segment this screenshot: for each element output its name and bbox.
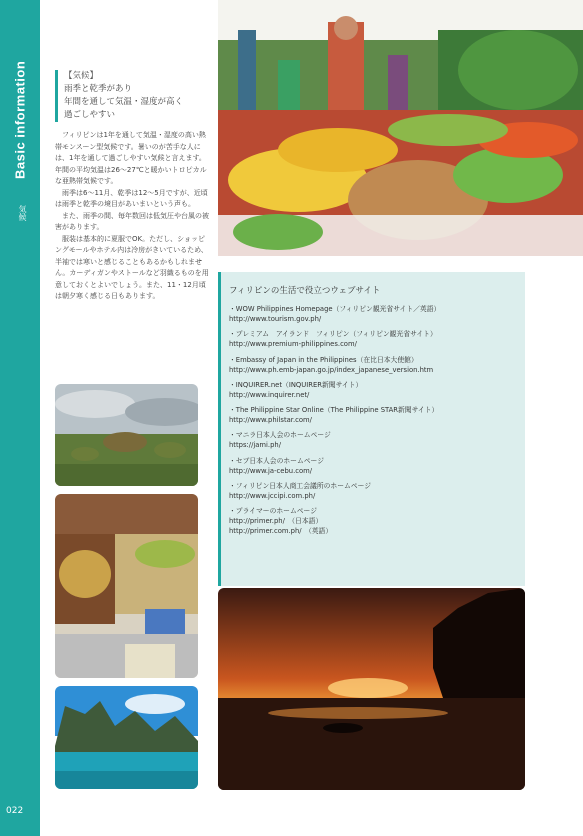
climate-paragraph: フィリピンは1年を通して気温・湿度の高い熱帯モンスーン型気候です。暑いのが苦手な人には、1年を通して過ごしやすい気候と言えます。年間の平均気温は26～27℃と暖かいトロピカルな亜熱帯気候です。 (55, 131, 207, 185)
list-item (229, 526, 515, 536)
website-url[interactable]: http://www.inquirer.net/ (229, 390, 310, 399)
websites-box (218, 272, 525, 586)
climate-heading (55, 70, 210, 122)
website-name: ・フィリピン日本人商工会議所のホームページ (229, 482, 372, 491)
website-url[interactable]: http://www.premium-philippines.com/ (229, 340, 357, 349)
list-item (229, 506, 515, 526)
shop-photo (55, 494, 198, 678)
climate-body (55, 130, 210, 303)
hills-photo (55, 384, 198, 486)
lagoon-photo (55, 686, 198, 789)
website-name: ・プレミアム アイランド フィリピン（フィリピン観光省サイト） (229, 330, 437, 339)
climate-paragraph: 服装は基本的に夏服でOK。ただし、ショッピングモールやホテル内は冷房がきいているため、半袖では寒いと感じることもあるかもしれません。カーディガンやストールなど羽織るものを用意しておくとよいでしょう。また、11・12月頃は朝夕寒く感じる日もあります。 (55, 234, 209, 300)
section-subtitle: 気候 (18, 205, 27, 221)
list-item (229, 304, 515, 324)
website-url[interactable]: http://primer.ph/ （日本語） (229, 517, 323, 526)
website-name: ・マニラ日本人会のホームページ (229, 431, 331, 440)
list-item (229, 430, 515, 450)
list-item (229, 405, 515, 425)
website-url[interactable]: http://www.jccipi.com.ph/ (229, 492, 316, 501)
list-item (229, 329, 515, 349)
website-url[interactable]: http://www.ja-cebu.com/ (229, 466, 313, 475)
page-number: 022 (6, 806, 24, 816)
website-name: ・Embassy of Japan in the Philippines（在比日本大使館） (229, 355, 418, 364)
climate-section (55, 70, 210, 303)
websites-title: フィリピンの生活で役立つウェブサイト (229, 286, 381, 296)
sunset-photo (218, 588, 525, 790)
website-name: ・The Philippine Star Online（The Philippine STAR新聞サイト） (229, 406, 439, 415)
list-item (229, 355, 515, 375)
side-bar (0, 0, 40, 836)
climate-headline-line: 年間を通して気温・湿度が高く (64, 97, 184, 107)
website-name: ・プライマーのホームページ (229, 507, 318, 516)
climate-tag: 【気候】 (64, 71, 99, 81)
climate-paragraph: また、雨季の間、毎年数回は低気圧や台風の被害があります。 (55, 211, 209, 231)
website-url[interactable]: http://www.tourism.gov.ph/ (229, 315, 322, 323)
websites-list (229, 304, 515, 536)
website-url[interactable]: http://www.ph.emb-japan.go.jp/index_japanese_version.htm (229, 365, 434, 374)
market-photo (218, 0, 583, 256)
website-url[interactable]: https://jami.ph/ (229, 441, 281, 450)
list-item (229, 380, 515, 400)
list-item (229, 456, 515, 476)
section-title: Basic information (12, 60, 28, 180)
list-item (229, 481, 515, 501)
climate-headline-line: 雨季と乾季があり (64, 84, 133, 94)
website-url[interactable]: http://primer.com.ph/ （英語） (229, 527, 333, 536)
website-name: ・INQUIRER.net（INQUIRER新聞サイト） (229, 380, 363, 389)
website-name: ・セブ日本人会のホームページ (229, 456, 325, 465)
climate-paragraph: 雨季は6～11月、乾季は12～5月ですが、近頃は雨季と乾季の境目があいまいという声も。 (55, 188, 208, 208)
website-url[interactable]: http://www.philstar.com/ (229, 416, 312, 425)
climate-headline-line: 過ごしやすい (64, 110, 116, 120)
website-name: ・WOW Philippines Homepage（フィリピン観光省サイト／英語） (229, 305, 441, 313)
